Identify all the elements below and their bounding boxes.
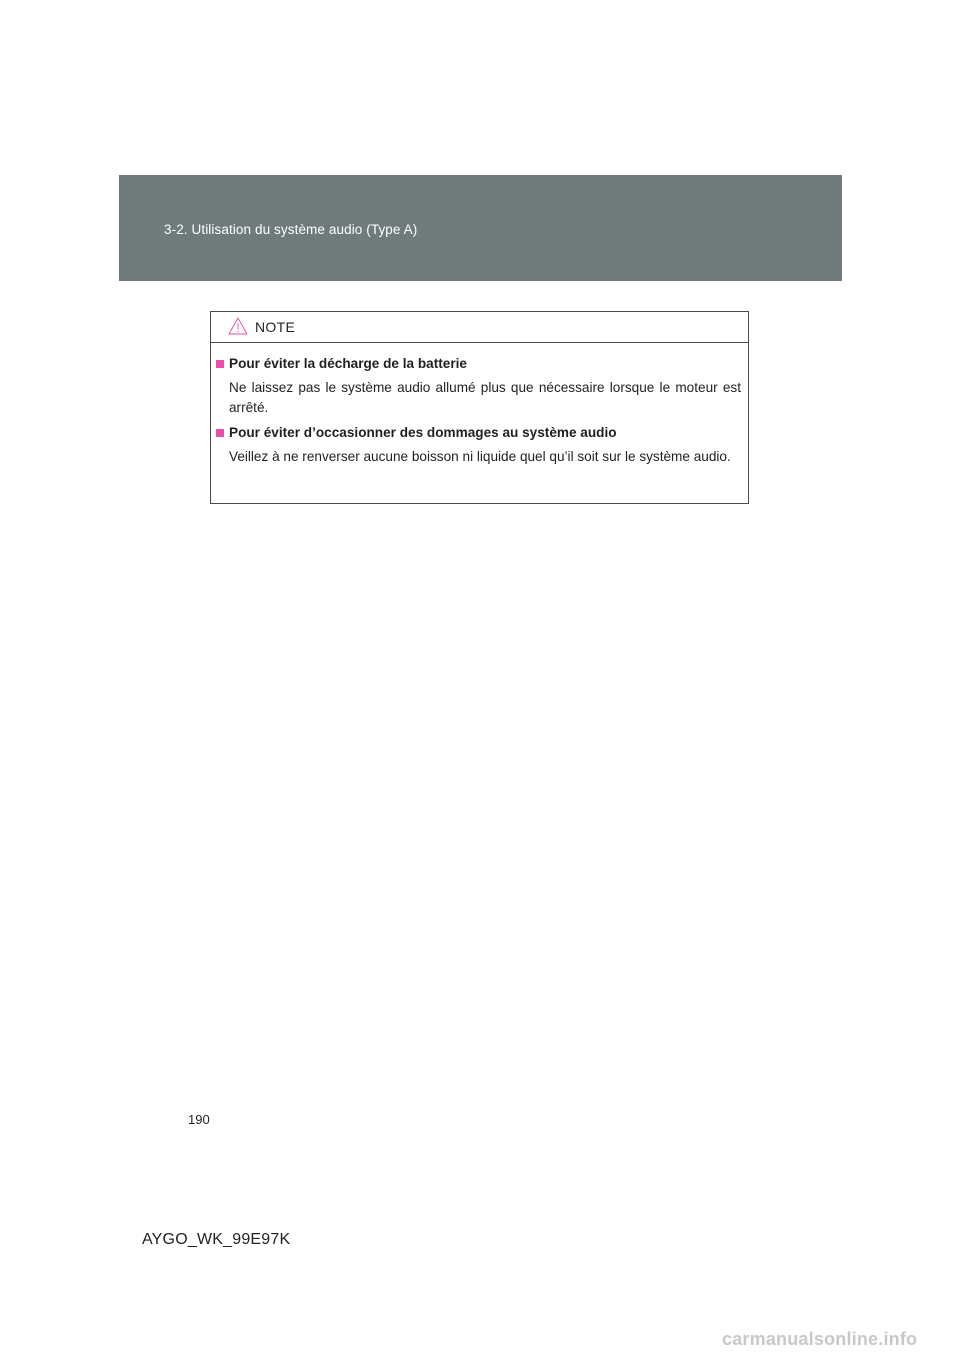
note-item-heading: [216, 354, 741, 373]
note-body: [211, 343, 748, 467]
note-item-text: Veillez à ne renverser aucune boisson ni liquide quel qu’il soit sur le système audio.: [229, 449, 731, 464]
section-title: 3-2. Utilisation du système audio (Type A): [164, 222, 418, 237]
square-bullet-icon: [216, 429, 224, 437]
note-box: [210, 311, 749, 504]
note-item-heading-text: Pour éviter d’occasionner des dommages au système audio: [229, 425, 617, 440]
note-item-text: Ne laissez pas le système audio allumé plus que nécessaire lorsque le moteur est arrêté.: [229, 380, 741, 415]
page-number: 190: [188, 1112, 210, 1127]
section-header-band: [119, 175, 842, 281]
document-code: AYGO_WK_99E97K: [142, 1231, 291, 1248]
note-item-heading: [216, 423, 741, 442]
watermark-text[interactable]: carmanualsonline.info: [722, 1329, 918, 1349]
note-header: [211, 312, 748, 343]
note-item-heading-text: Pour éviter la décharge de la batterie: [229, 356, 467, 371]
square-bullet-icon: [216, 360, 224, 368]
warning-triangle-icon: [228, 317, 248, 335]
note-title: NOTE: [255, 319, 296, 335]
note-item: [216, 354, 741, 417]
note-item: [216, 423, 741, 467]
